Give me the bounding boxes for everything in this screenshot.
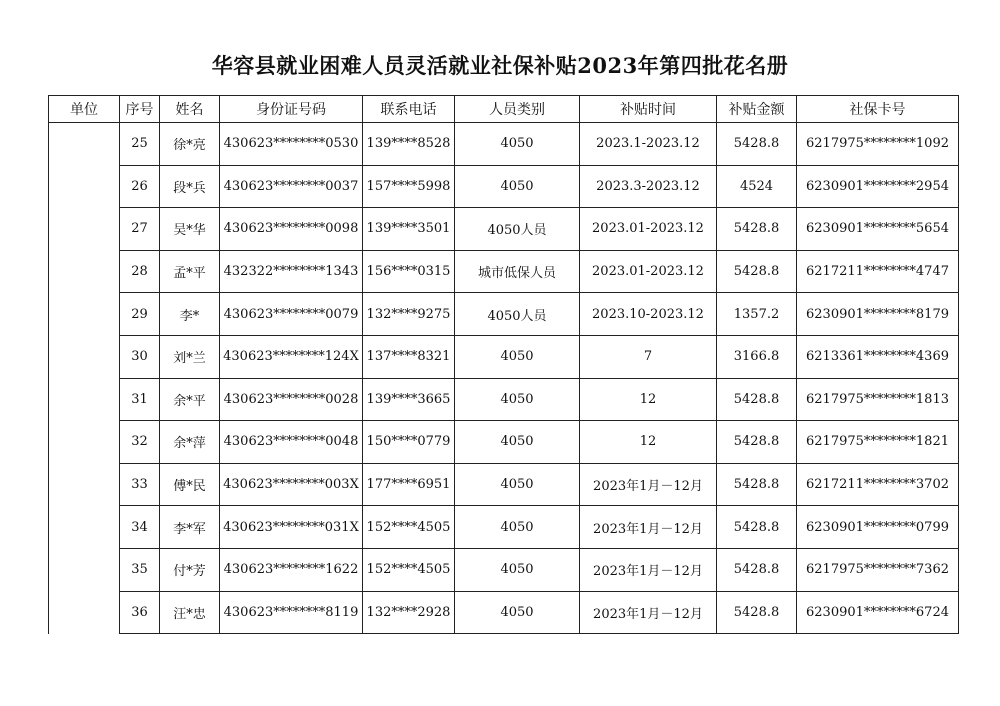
header-name: 姓名 <box>160 96 220 123</box>
cell-name: 李* <box>160 293 220 336</box>
cell-period: 2023.1-2023.12 <box>580 123 717 166</box>
cell-id-number: 430623********0098 <box>220 208 363 251</box>
cell-id-number: 430623********0530 <box>220 123 363 166</box>
cell-period: 2023.01-2023.12 <box>580 250 717 293</box>
cell-category: 4050 <box>455 165 580 208</box>
header-row <box>49 96 959 123</box>
cell-name: 刘*兰 <box>160 335 220 378</box>
cell-id-number: 430623********0028 <box>220 378 363 421</box>
cell-id-number: 430623********031X <box>220 506 363 549</box>
cell-phone: 152****4505 <box>363 506 455 549</box>
cell-period: 12 <box>580 421 717 464</box>
cell-period: 2023年1月－12月 <box>580 548 717 591</box>
cell-amount: 5428.8 <box>717 506 797 549</box>
cell-amount: 5428.8 <box>717 208 797 251</box>
cell-amount: 5428.8 <box>717 123 797 166</box>
cell-category: 4050人员 <box>455 293 580 336</box>
cell-id-number: 430623********0048 <box>220 421 363 464</box>
cell-id-number: 430623********1622 <box>220 548 363 591</box>
cell-name: 傅*民 <box>160 463 220 506</box>
cell-id-number: 430623********124X <box>220 335 363 378</box>
cell-name: 吴*华 <box>160 208 220 251</box>
table-row <box>49 421 959 464</box>
cell-phone: 150****0779 <box>363 421 455 464</box>
cell-category: 4050 <box>455 506 580 549</box>
header-id-number: 身份证号码 <box>220 96 363 123</box>
document-title: 华容县就业困难人员灵活就业社保补贴2023年第四批花名册 <box>211 53 789 78</box>
cell-serial: 32 <box>120 421 160 464</box>
cell-period: 2023年1月－12月 <box>580 591 717 634</box>
header-phone: 联系电话 <box>363 96 455 123</box>
cell-category: 4050 <box>455 123 580 166</box>
cell-card-number: 6230901********0799 <box>797 506 959 549</box>
cell-id-number: 430623********8119 <box>220 591 363 634</box>
cell-serial: 25 <box>120 123 160 166</box>
cell-unit <box>49 123 120 634</box>
cell-serial: 31 <box>120 378 160 421</box>
cell-amount: 5428.8 <box>717 421 797 464</box>
header-category: 人员类别 <box>455 96 580 123</box>
cell-card-number: 6217211********4747 <box>797 250 959 293</box>
cell-period: 12 <box>580 378 717 421</box>
cell-category: 4050人员 <box>455 208 580 251</box>
cell-name: 余*萍 <box>160 421 220 464</box>
cell-category: 4050 <box>455 378 580 421</box>
table-row <box>49 506 959 549</box>
table-row <box>49 208 959 251</box>
cell-card-number: 6230901********6724 <box>797 591 959 634</box>
cell-name: 付*芳 <box>160 548 220 591</box>
cell-id-number: 430623********003X <box>220 463 363 506</box>
cell-period: 2023.10-2023.12 <box>580 293 717 336</box>
cell-name: 余*平 <box>160 378 220 421</box>
cell-category: 4050 <box>455 463 580 506</box>
cell-phone: 139****3501 <box>363 208 455 251</box>
cell-period: 2023.01-2023.12 <box>580 208 717 251</box>
table-row <box>49 250 959 293</box>
cell-period: 2023.3-2023.12 <box>580 165 717 208</box>
cell-card-number: 6217975********1813 <box>797 378 959 421</box>
header-unit: 单位 <box>49 96 120 123</box>
cell-card-number: 6213361********4369 <box>797 335 959 378</box>
cell-phone: 139****8528 <box>363 123 455 166</box>
cell-phone: 156****0315 <box>363 250 455 293</box>
cell-category: 4050 <box>455 335 580 378</box>
cell-phone: 139****3665 <box>363 378 455 421</box>
cell-name: 段*兵 <box>160 165 220 208</box>
table-row <box>49 165 959 208</box>
cell-serial: 34 <box>120 506 160 549</box>
header-serial: 序号 <box>120 96 160 123</box>
table-body <box>49 123 959 634</box>
table-row <box>49 463 959 506</box>
cell-serial: 30 <box>120 335 160 378</box>
cell-category: 4050 <box>455 421 580 464</box>
cell-phone: 152****4505 <box>363 548 455 591</box>
header-amount: 补贴金额 <box>717 96 797 123</box>
cell-serial: 29 <box>120 293 160 336</box>
table-row <box>49 293 959 336</box>
table-row <box>49 123 959 166</box>
cell-card-number: 6217975********1092 <box>797 123 959 166</box>
cell-serial: 26 <box>120 165 160 208</box>
cell-amount: 5428.8 <box>717 463 797 506</box>
cell-serial: 33 <box>120 463 160 506</box>
cell-card-number: 6230901********5654 <box>797 208 959 251</box>
cell-phone: 177****6951 <box>363 463 455 506</box>
cell-period: 7 <box>580 335 717 378</box>
cell-category: 城市低保人员 <box>455 250 580 293</box>
cell-id-number: 430623********0079 <box>220 293 363 336</box>
cell-category: 4050 <box>455 591 580 634</box>
cell-name: 汪*忠 <box>160 591 220 634</box>
cell-card-number: 6230901********8179 <box>797 293 959 336</box>
cell-serial: 36 <box>120 591 160 634</box>
cell-amount: 3166.8 <box>717 335 797 378</box>
subsidy-roster-table <box>48 95 959 634</box>
cell-phone: 132****9275 <box>363 293 455 336</box>
cell-name: 孟*平 <box>160 250 220 293</box>
cell-amount: 1357.2 <box>717 293 797 336</box>
cell-serial: 27 <box>120 208 160 251</box>
cell-phone: 157****5998 <box>363 165 455 208</box>
cell-amount: 5428.8 <box>717 378 797 421</box>
cell-phone: 132****2928 <box>363 591 455 634</box>
cell-name: 李*军 <box>160 506 220 549</box>
cell-amount: 4524 <box>717 165 797 208</box>
cell-amount: 5428.8 <box>717 250 797 293</box>
header-period: 补贴时间 <box>580 96 717 123</box>
cell-amount: 5428.8 <box>717 591 797 634</box>
cell-id-number: 432322********1343 <box>220 250 363 293</box>
table-row <box>49 548 959 591</box>
cell-id-number: 430623********0037 <box>220 165 363 208</box>
cell-name: 徐*亮 <box>160 123 220 166</box>
cell-period: 2023年1月－12月 <box>580 463 717 506</box>
cell-category: 4050 <box>455 548 580 591</box>
header-card-number: 社保卡号 <box>797 96 959 123</box>
cell-amount: 5428.8 <box>717 548 797 591</box>
table-row <box>49 378 959 421</box>
cell-serial: 28 <box>120 250 160 293</box>
cell-card-number: 6217211********3702 <box>797 463 959 506</box>
cell-card-number: 6230901********2954 <box>797 165 959 208</box>
table-row <box>49 335 959 378</box>
table-row <box>49 591 959 634</box>
cell-phone: 137****8321 <box>363 335 455 378</box>
cell-serial: 35 <box>120 548 160 591</box>
cell-card-number: 6217975********1821 <box>797 421 959 464</box>
cell-card-number: 6217975********7362 <box>797 548 959 591</box>
cell-period: 2023年1月－12月 <box>580 506 717 549</box>
